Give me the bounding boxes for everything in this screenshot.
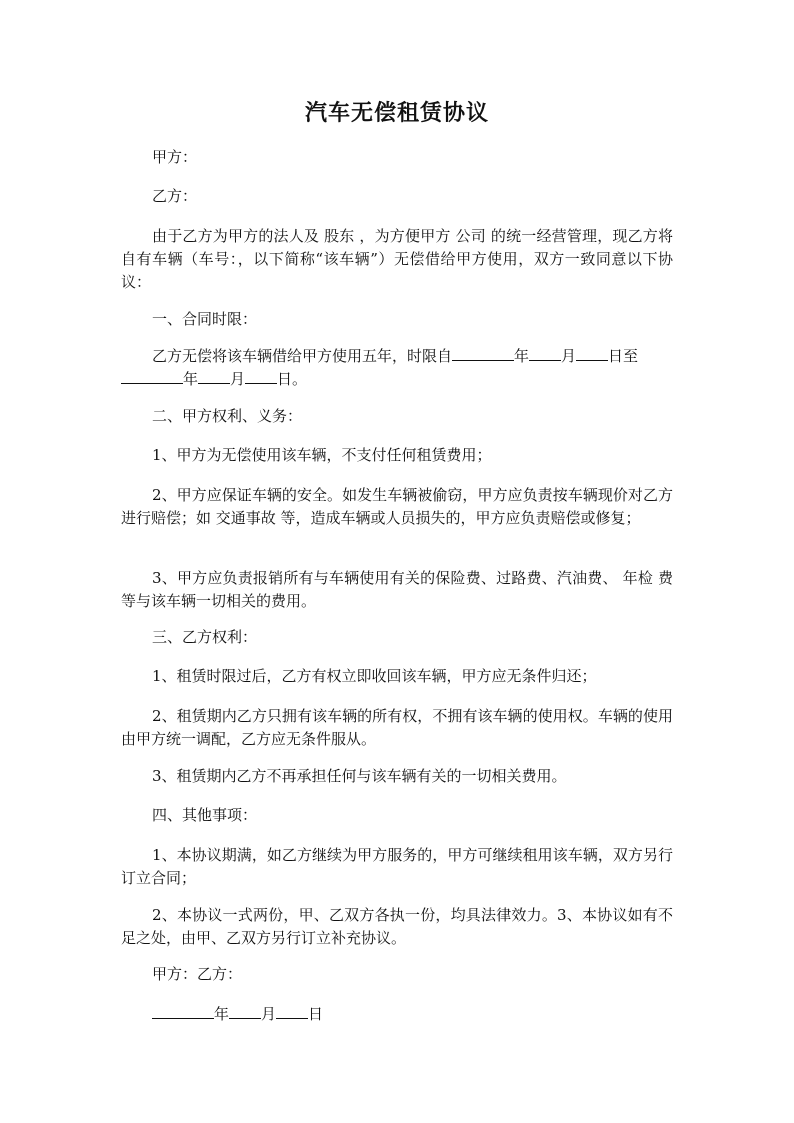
section-2-item-1: 1、甲方为无偿使用该车辆，不支付任何租赁费用； (152, 446, 492, 464)
start-day-blank (576, 345, 608, 361)
section-3-heading: 三、乙方权利： (152, 628, 258, 646)
section-3-item-1: 1、租赁时限过后，乙方有权立即收回该车辆，甲方应无条件归还； (152, 667, 597, 685)
year-unit: 年 (183, 370, 199, 388)
day-end-unit: 日。 (277, 370, 308, 388)
section-3-item-3: 3、租赁期内乙方不再承担任何与该车辆有关的一切相关费用。 (152, 767, 567, 785)
start-month-blank (529, 345, 561, 361)
sign-day-blank (276, 1003, 308, 1019)
day-unit: 日 (308, 1005, 324, 1023)
sign-year-blank (152, 1003, 214, 1019)
section-4-item-1: 1、本协议期满，如乙方继续为甲方服务的，甲方可继续租用该车辆，双方另行订立合同； (121, 846, 673, 887)
section-2-item-3: 3、甲方应负责报销所有与车辆使用有关的保险费、过路费、汽油费、 年检 费等与该车辆一切相关的费用。 (121, 569, 673, 610)
intro-paragraph: 由于乙方为甲方的法人及 股东 ，为方便甲方 公司 的统一经营管理，现乙方将自有车辆（车号：，以下简称“该车辆”）无偿借给甲方使用，双方一致同意以下协议： (121, 227, 673, 291)
section-2-heading: 二、甲方权利、义务： (152, 407, 303, 425)
section-4-item-2: 2、本协议一式两份，甲、乙双方各执一份，均具法律效力。3、本协议如有不足之处，由甲、乙双方另行订立补充协议。 (121, 906, 673, 947)
section-4-heading: 四、其他事项： (152, 806, 258, 824)
section-1-term (121, 345, 673, 391)
sign-month-blank (229, 1003, 261, 1019)
start-year-blank (452, 345, 514, 361)
month-unit: 月 (561, 347, 577, 365)
section-3-item-2: 2、租赁期内乙方只拥有该车辆的所有权，不拥有该车辆的使用权。车辆的使用由甲方统一调配，乙方应无条件服从。 (121, 707, 673, 748)
day-to-unit: 日至 (608, 347, 639, 365)
signature-date (121, 1003, 673, 1026)
term-text: 乙方无偿将该车辆借给甲方使用五年，时限自 (152, 347, 453, 365)
signature-line: 甲方：乙方： (152, 965, 243, 983)
end-day-blank (245, 368, 277, 384)
month-unit: 月 (230, 370, 246, 388)
party-a-line: 甲方： (152, 148, 198, 166)
month-unit: 月 (261, 1005, 277, 1023)
year-unit: 年 (214, 1005, 230, 1023)
section-2-item-2: 2、甲方应保证车辆的安全。如发生车辆被偷窃，甲方应负责按车辆现价对乙方进行赔偿；如 交通事故 等，造成车辆或人员损失的，甲方应负责赔偿或修复； (121, 486, 673, 527)
end-month-blank (198, 368, 230, 384)
section-1-heading: 一、合同时限： (152, 310, 258, 328)
document-title: 汽车无偿租赁协议 (304, 100, 489, 126)
party-b-line: 乙方： (152, 187, 198, 205)
year-unit: 年 (514, 347, 530, 365)
end-year-blank (121, 368, 183, 384)
